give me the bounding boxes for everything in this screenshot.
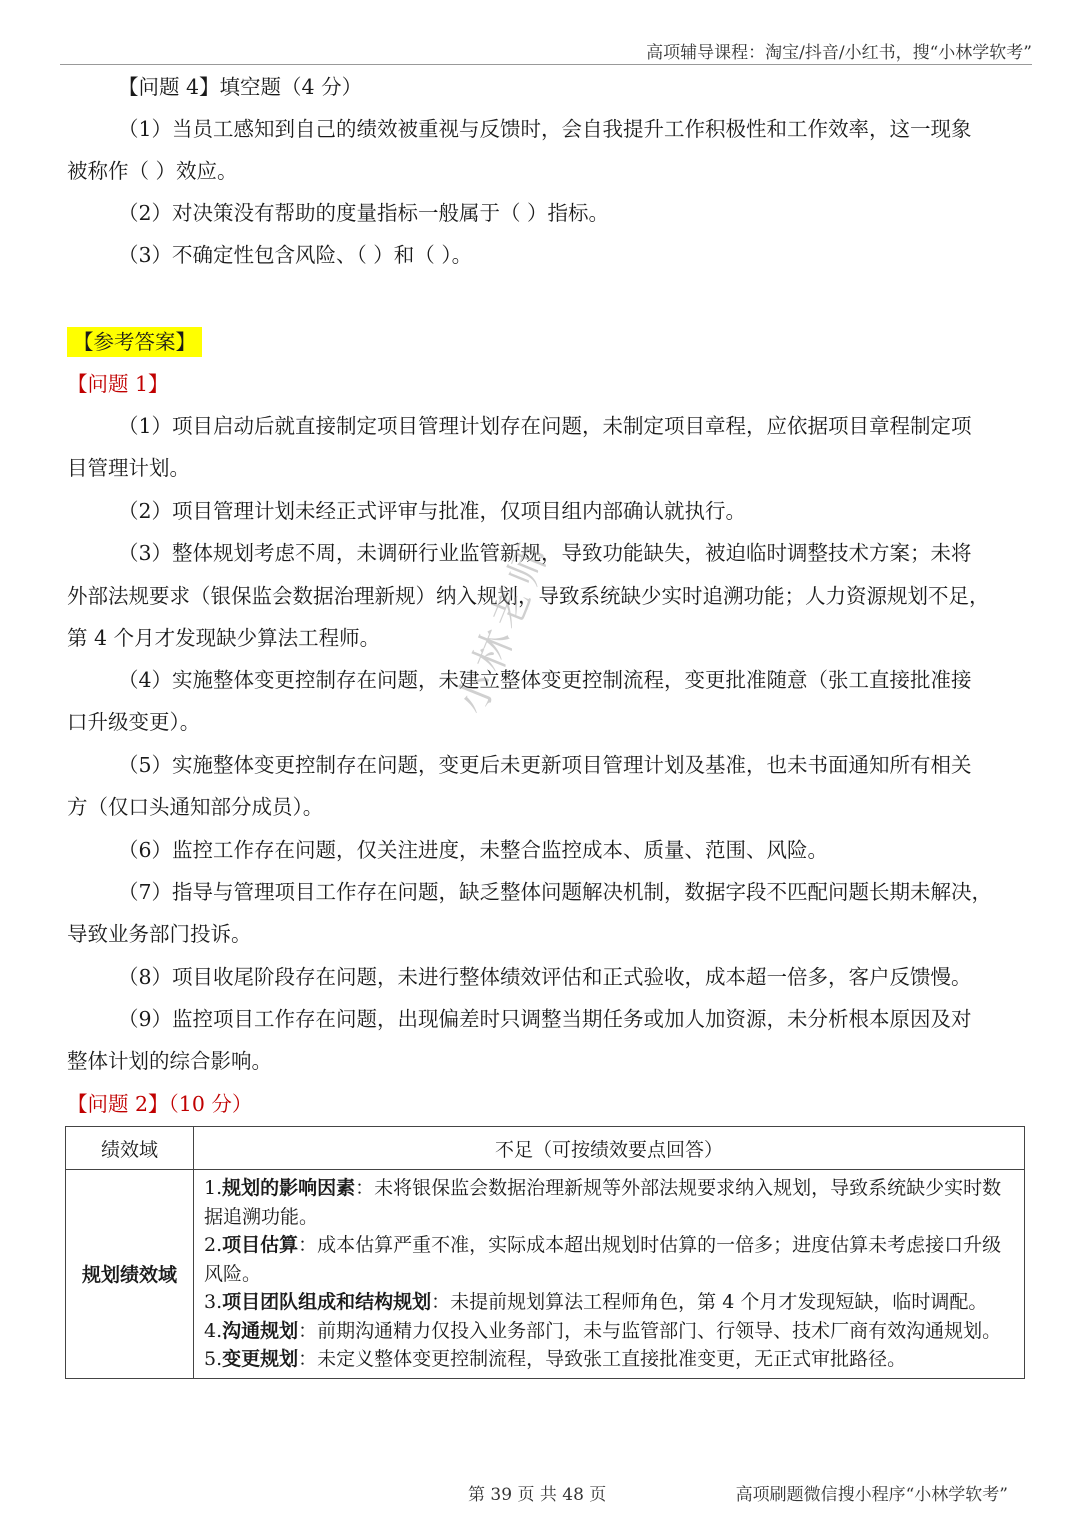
q1-line: （8）项目收尾阶段存在问题，未进行整体绩效评估和正式验收，成本超一倍多，客户反馈慢。 [118,965,972,989]
q4-item-2: （2）对决策没有帮助的度量指标一般属于（ ）指标。 [118,201,610,225]
answer-heading: 【参考答案】 [67,327,202,357]
q1-line: 导致业务部门投诉。 [67,922,252,946]
q1-line: （5）实施整体变更控制存在问题，变更后未更新项目管理计划及基准，也未书面通知所有相关 [118,753,972,777]
q1-line: 第 4 个月才发现缺少算法工程师。 [67,626,381,650]
q1-line: 方（仅口头通知部分成员）。 [67,795,324,819]
shortcomings-cell [194,1170,1025,1379]
shortcoming-item: 3.项目团队组成和结构规划：未提前规划算法工程师角色，第 4 个月才发现短缺，临时调配。 [204,1291,988,1313]
shortcoming-item: 4.沟通规划：前期沟通精力仅投入业务部门，未与监管部门、行领导、技术厂商有效沟通规划。 [204,1319,1002,1342]
q1-line: （7）指导与管理项目工作存在问题，缺乏整体问题解决机制，数据字段不匹配问题长期未解决， [118,880,993,904]
q1-line: 整体计划的综合影响。 [67,1049,272,1073]
q4-item-1-line-1: （1）当员工感知到自己的绩效被重视与反馈时，会自我提升工作积极性和工作效率，这一现象 [118,117,972,141]
q1-title: 【问题 1】 [67,372,169,396]
table-header-domain: 绩效域 [66,1127,194,1170]
shortcoming-item: 2.项目估算：成本估算严重不准，实际成本超出规划时估算的一倍多；进度估算未考虑接口升级风险。 [204,1234,1002,1285]
q1-line: 口升级变更）。 [67,710,201,734]
footer-note: 高项刷题微信搜小程序“小林学软考” [735,1485,1008,1505]
q1-line: （3）整体规划考虑不周，未调研行业监管新规，导致功能缺失，被迫临时调整技术方案；未将 [118,541,972,565]
q1-line: （4）实施整体变更控制存在问题，未建立整体变更控制流程，变更批准随意（张工直接批准接 [118,668,972,692]
q4-title: 【问题 4】填空题（4 分） [118,75,363,99]
page-number: 第 39 页 共 48 页 [468,1485,607,1505]
q1-line: （1）项目启动后就直接制定项目管理计划存在问题，未制定项目章程，应依据项目章程制定项 [118,414,972,438]
q2-title: 【问题 2】（10 分） [67,1092,253,1116]
q1-line: （2）项目管理计划未经正式评审与批准，仅项目组内部确认就执行。 [118,499,747,523]
q1-line: （9）监控项目工作存在问题，出现偏差时只调整当期任务或加人加资源，未分析根本原因及对 [118,1007,972,1031]
domain-cell: 规划绩效域 [66,1170,194,1379]
q4-item-1-line-2: 被称作（ ）效应。 [67,159,238,183]
q1-line: 外部法规要求（银保监会数据治理新规）纳入规划，导致系统缺少实时追溯功能；人力资源规划不足， [67,584,990,608]
q4-item-3: （3）不确定性包含风险、（ ）和（ ）。 [118,243,473,267]
q1-line: 目管理计划。 [67,456,190,480]
table-header-shortcomings: 不足（可按绩效要点回答） [194,1127,1025,1170]
table-row [66,1170,1025,1379]
shortcoming-item: 5.变更规划：未定义整体变更控制流程，导致张工直接批准变更，无正式审批路径。 [204,1348,907,1370]
shortcoming-item: 1.规划的影响因素：未将银保监会数据治理新规等外部法规要求纳入规划，导致系统缺少实时数据追溯功能。 [204,1177,1002,1228]
page-header: 高项辅导课程：淘宝/抖音/小红书，搜“小林学软考” [646,43,1032,63]
q1-line: （6）监控工作存在问题，仅关注进度，未整合监控成本、质量、范围、风险。 [118,838,829,862]
watermark: 小林老师 [448,532,560,721]
table-header-row [66,1127,1025,1170]
performance-table [65,1126,1025,1379]
header-rule [60,64,1032,65]
